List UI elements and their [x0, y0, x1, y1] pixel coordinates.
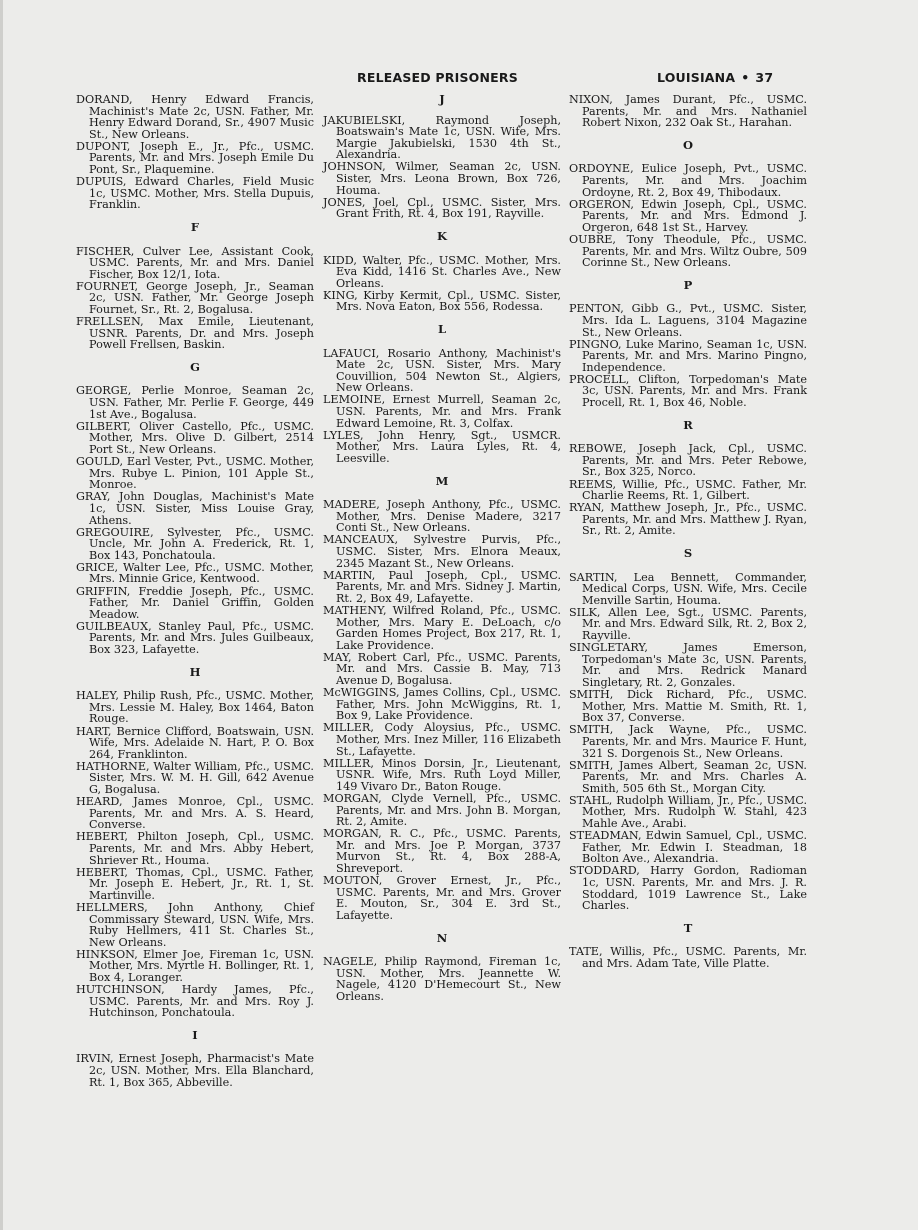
prisoner-entry: MOUTON, Grover Ernest, Jr., Pfc., USMC. Parents, Mr. and Mrs. Grover E. Mouton, Sr., 304 E. 3rd St., Lafayette.: [323, 874, 561, 922]
column-2: [323, 94, 561, 1003]
prisoner-entry: MAY, Robert Carl, Pfc., USMC. Parents, Mr. and Mrs. Cassie B. May, 713 Avenue D, Bogalusa.: [323, 650, 561, 688]
prisoner-entry: NIXON, James Durant, Pfc., USMC. Parents, Mr. and Mrs. Nathaniel Robert Nixon, 232 Oak St., Harahan.: [569, 93, 807, 130]
section-letter-heading: J: [439, 92, 445, 106]
prisoner-entry: SMITH, Dick Richard, Pfc., USMC. Mother, Mrs. Mattie M. Smith, Rt. 1, Box 37, Converse.: [569, 688, 807, 725]
section-letter-heading: L: [437, 322, 447, 336]
prisoner-entry: HART, Bernice Clifford, Boatswain, USN. Wife, Mrs. Adelaide N. Hart, P. O. Box 264, Franklinton.: [76, 724, 314, 761]
section-letter-heading: O: [682, 137, 694, 152]
prisoner-entry: MILLER, Minos Dorsin, Jr., Lieutenant, USNR. Wife, Mrs. Ruth Loyd Miller, 149 Vivaro Dr., Baton Rouge.: [323, 756, 561, 793]
prisoner-entry: GRAY, John Douglas, Machinist's Mate 1c, USN. Sister, Miss Louise Gray, Athens.: [76, 490, 314, 527]
section-letter-heading: G: [190, 359, 200, 374]
prisoner-entry: HEARD, James Monroe, Cpl., USMC. Parents, Mr. and Mrs. A. S. Heard, Converse.: [76, 795, 314, 832]
prisoner-entry: STEADMAN, Edwin Samuel, Cpl., USMC. Father, Mr. Edwin I. Steadman, 18 Bolton Ave., Alexandria.: [569, 829, 807, 866]
prisoner-entry: GRICE, Walter Lee, Pfc., USMC. Mother, Mrs. Minnie Grice, Kentwood.: [76, 560, 314, 586]
prisoner-entry: MARTIN, Paul Joseph, Cpl., USMC. Parents, Mr. and Mrs. Sidney J. Martin, Rt. 2, Box 49, Lafayette.: [323, 568, 561, 605]
section-letter-heading: H: [189, 664, 201, 679]
column-1: [76, 94, 314, 1089]
prisoner-entry: HALEY, Philip Rush, Pfc., USMC. Mother, Mrs. Lessie M. Haley, Box 1464, Baton Rouge.: [76, 689, 314, 726]
prisoner-entry: GUILBEAUX, Stanley Paul, Pfc., USMC. Parents, Mr. and Mrs. Jules Guilbeaux, Box 323, Lafayette.: [76, 619, 314, 657]
running-header-title: RELEASED PRISONERS: [357, 70, 518, 85]
prisoner-entry: HINKSON, Elmer Joe, Fireman 1c, USN. Mother, Mrs. Myrtle H. Bollinger, Rt. 1, Box 4, Loranger.: [76, 947, 314, 984]
prisoner-entry: LEMOINE, Ernest Murrell, Seaman 2c, USN. Parents, Mr. and Mrs. Frank Edward Lemoine, Rt. 3, Colfax.: [323, 393, 561, 430]
prisoner-entry: MATHENY, Wilfred Roland, Pfc., USMC. Mother, Mrs. Mary E. DeLoach, c/o Garden Homes Project, Box 217, Rt. 1, Lake Providence.: [323, 603, 561, 652]
prisoner-entry: FRELLSEN, Max Emile, Lieutenant, USNR. Parents, Dr. and Mrs. Joseph Powell Frellsen, Baskin.: [76, 315, 314, 352]
prisoner-entry: STAHL, Rudolph William, Jr., Pfc., USMC. Mother, Mrs. Rudolph W. Stahl, 423 Mahle Ave., Arabi.: [569, 793, 807, 831]
header-bullet: •: [741, 70, 750, 85]
section-letter-heading: S: [683, 546, 693, 560]
section-letter-heading: N: [436, 930, 448, 945]
prisoner-entry: IRVIN, Ernest Joseph, Pharmacist's Mate 2c, USN. Mother, Mrs. Ella Blanchard, Rt. 1, Box 365, Abbeville.: [76, 1052, 314, 1089]
prisoner-entry: SILK, Allen Lee, Sgt., USMC. Parents, Mr. and Mrs. Edward Silk, Rt. 2, Box 2, Rayville.: [569, 605, 807, 643]
prisoner-entry: DORAND, Henry Edward Francis, Machinist's Mate 2c, USN. Father, Mr. Henry Edward Dorand, Sr., 4907 Music St., New Orleans.: [76, 93, 314, 141]
prisoner-entry: REBOWE, Joseph Jack, Cpl., USMC. Parents, Mr. and Mrs. Peter Rebowe, Sr., Box 325, Norco.: [569, 442, 807, 479]
prisoner-entry: GILBERT, Oliver Castello, Pfc., USMC. Mother, Mrs. Olive D. Gilbert, 2514 Port St., New Orleans.: [76, 419, 314, 456]
prisoner-entry: DUPUIS, Edward Charles, Field Music 1c, USMC. Mother, Mrs. Stella Dupuis, Franklin.: [76, 175, 314, 212]
section-letter-heading: P: [683, 277, 693, 292]
prisoner-entry: TATE, Willis, Pfc., USMC. Parents, Mr. and Mrs. Adam Tate, Ville Platte.: [569, 945, 807, 970]
prisoner-entry: MORGAN, R. C., Pfc., USMC. Parents, Mr. and Mrs. Joe P. Morgan, 3737 Murvon St., Rt. 4, Box 288-A, Shreveport.: [323, 827, 561, 876]
prisoner-entry: HEBERT, Philton Joseph, Cpl., USMC. Parents, Mr. and Mrs. Abby Hebert, Shriever Rt., Houma.: [76, 830, 314, 867]
prisoner-entry: LYLES, John Henry, Sgt., USMCR. Mother, Mrs. Laura Lyles, Rt. 4, Leesville.: [323, 428, 561, 465]
prisoner-entry: McWIGGINS, James Collins, Cpl., USMC. Father, Mrs. John McWiggins, Rt. 1, Box 9, Lake Providence.: [323, 686, 561, 723]
prisoner-entry: FISCHER, Culver Lee, Assistant Cook, USMC. Parents, Mr. and Mrs. Daniel Fischer, Box 12/1, Iota.: [76, 244, 314, 281]
prisoner-entry: STODDARD, Harry Gordon, Radioman 1c, USN. Parents, Mr. and Mrs. J. R. Stoddard, 1019 Lawrence St., Lake Charles.: [569, 864, 807, 913]
prisoner-entry: ORDOYNE, Eulice Joseph, Pvt., USMC. Parents, Mr. and Mrs. Joachim Ordoyne, Rt. 2, Box 49, Thibodaux.: [569, 162, 807, 199]
prisoner-entry: KING, Kirby Kermit, Cpl., USMC. Sister, Mrs. Nova Eaton, Box 556, Rodessa.: [323, 288, 561, 314]
state-name: LOUISIANA: [657, 70, 736, 85]
prisoner-entry: HELLMERS, John Anthony, Chief Commissary Steward, USN. Wife, Mrs. Ruby Hellmers, 411 St. Charles St., New Orleans.: [76, 900, 314, 949]
prisoner-entry: OUBRE, Tony Theodule, Pfc., USMC. Parents, Mr. and Mrs. Wiltz Oubre, 509 Corinne St., New Orleans.: [569, 232, 807, 270]
prisoner-entry: MANCEAUX, Sylvestre Purvis, Pfc., USMC. Sister, Mrs. Elnora Meaux, 2345 Mazant St., New Orleans.: [323, 533, 561, 570]
prisoner-entry: SMITH, James Albert, Seaman 2c, USN. Parents, Mr. and Mrs. Charles A. Smith, 505 6th St., Morgan City.: [569, 758, 807, 795]
prisoner-entry: REEMS, Willie, Pfc., USMC. Father, Mr. Charlie Reems, Rt. 1, Gilbert.: [569, 477, 807, 503]
prisoner-entry: HEBERT, Thomas, Cpl., USMC. Father, Mr. Joseph E. Hebert, Jr., Rt. 1, St. Martinville.: [76, 865, 314, 902]
prisoner-entry: ORGERON, Edwin Joseph, Cpl., USMC. Parents, Mr. and Mrs. Edmond J. Orgeron, 648 1st St., Harvey.: [569, 197, 807, 234]
section-letter-heading: F: [190, 219, 200, 234]
section-letter-heading: M: [435, 473, 449, 488]
prisoner-entry: GEORGE, Perlie Monroe, Seaman 2c, USN. Father, Mr. Perlie F. George, 449 1st Ave., Bogalusa.: [76, 384, 314, 421]
section-letter-heading: I: [192, 1027, 198, 1042]
section-letter-heading: K: [437, 228, 447, 243]
prisoner-entry: JONES, Joel, Cpl., USMC. Sister, Mrs. Grant Frith, Rt. 4, Box 191, Rayville.: [323, 195, 561, 221]
section-letter-heading: R: [683, 417, 693, 432]
prisoner-entry: SMITH, Jack Wayne, Pfc., USMC. Parents, Mr. and Mrs. Maurice F. Hunt, 321 S. Dorgenois St., New Orleans.: [569, 723, 807, 760]
prisoner-entry: LAFAUCI, Rosario Anthony, Machinist's Mate 2c, USN. Sister, Mrs. Mary Couvillion, 504 Newton St., Algiers, New Orleans.: [323, 346, 561, 395]
running-header-right: [657, 70, 773, 85]
prisoner-entry: FOURNET, George Joseph, Jr., Seaman 2c, USN. Father, Mr. George Joseph Fournet, Sr., Rt. 2, Bogalusa.: [76, 279, 314, 316]
prisoner-entry: GREGOUIRE, Sylvester, Pfc., USMC. Uncle, Mr. John A. Frederick, Rt. 1, Box 143, Ponchatoula.: [76, 525, 314, 562]
prisoner-entry: RYAN, Matthew Joseph, Jr., Pfc., USMC. Parents, Mr. and Mrs. Matthew J. Ryan, Sr., Rt. 2, Amite.: [569, 501, 807, 538]
prisoner-entry: JOHNSON, Wilmer, Seaman 2c, USN. Sister, Mrs. Leona Brown, Box 726, Houma.: [323, 160, 561, 197]
prisoner-entry: GRIFFIN, Freddie Joseph, Pfc., USMC. Father, Mr. Daniel Griffin, Golden Meadow.: [76, 584, 314, 621]
prisoner-entry: SARTIN, Lea Bennett, Commander, Medical Corps, USN. Wife, Mrs. Cecile Menville Sartin, Houma.: [569, 570, 807, 607]
prisoner-entry: SINGLETARY, James Emerson, Torpedoman's Mate 3c, USN. Parents, Mr. and Mrs. Redrick Manard Singletary, Rt. 2, Gonzales.: [569, 641, 807, 689]
prisoner-entry: MADERE, Joseph Anthony, Pfc., USMC. Mother, Mrs. Denise Madere, 3217 Conti St., New Orleans.: [323, 498, 561, 535]
prisoner-entry: HUTCHINSON, Hardy James, Pfc., USMC. Parents, Mr. and Mrs. Roy J. Hutchinson, Ponchatoula.: [76, 983, 314, 1020]
prisoner-entry: PINGNO, Luke Marino, Seaman 1c, USN. Parents, Mr. and Mrs. Marino Pingno, Independence.: [569, 337, 807, 374]
page-number: 37: [755, 70, 774, 85]
section-letter-heading: T: [683, 920, 693, 935]
prisoner-entry: MORGAN, Clyde Vernell, Pfc., USMC. Parents, Mr. and Mrs. John B. Morgan, Rt. 2, Amite.: [323, 791, 561, 829]
prisoner-entry: DUPONT, Joseph E., Jr., Pfc., USMC. Parents, Mr. and Mrs. Joseph Emile Du Pont, Sr., Plaquemine.: [76, 139, 314, 177]
prisoner-entry: MILLER, Cody Aloysius, Pfc., USMC. Mother, Mrs. Inez Miller, 116 Elizabeth St., Lafayette.: [323, 721, 561, 758]
prisoner-entry: KIDD, Walter, Pfc., USMC. Mother, Mrs. Eva Kidd, 1416 St. Charles Ave., New Orleans.: [323, 253, 561, 290]
prisoner-entry: GOULD, Earl Vester, Pvt., USMC. Mother, Mrs. Rubye L. Pinion, 101 Apple St., Monroe.: [76, 455, 314, 492]
prisoner-entry: JAKUBIELSKI, Raymond Joseph, Boatswain's Mate 1c, USN. Wife, Mrs. Margie Jakubielski, 1530 4th St., Alexandria.: [323, 113, 561, 162]
column-3: [569, 94, 807, 970]
prisoner-entry: PROCELL, Clifton, Torpedoman's Mate 3c, USN. Parents, Mr. and Mrs. Frank Procell, Rt. 1, Box 46, Noble.: [569, 372, 807, 410]
prisoner-entry: HATHORNE, Walter William, Pfc., USMC. Sister, Mrs. W. M. H. Gill, 642 Avenue G, Bogalusa.: [76, 759, 314, 796]
prisoner-entry: NAGELE, Philip Raymond, Fireman 1c, USN. Mother, Mrs. Jeannette W. Nagele, 4120 D'Hemecourt St., New Orleans.: [323, 955, 561, 1003]
prisoner-entry: PENTON, Gibb G., Pvt., USMC. Sister, Mrs. Ida L. Laguens, 3104 Magazine St., New Orleans.: [569, 302, 807, 339]
